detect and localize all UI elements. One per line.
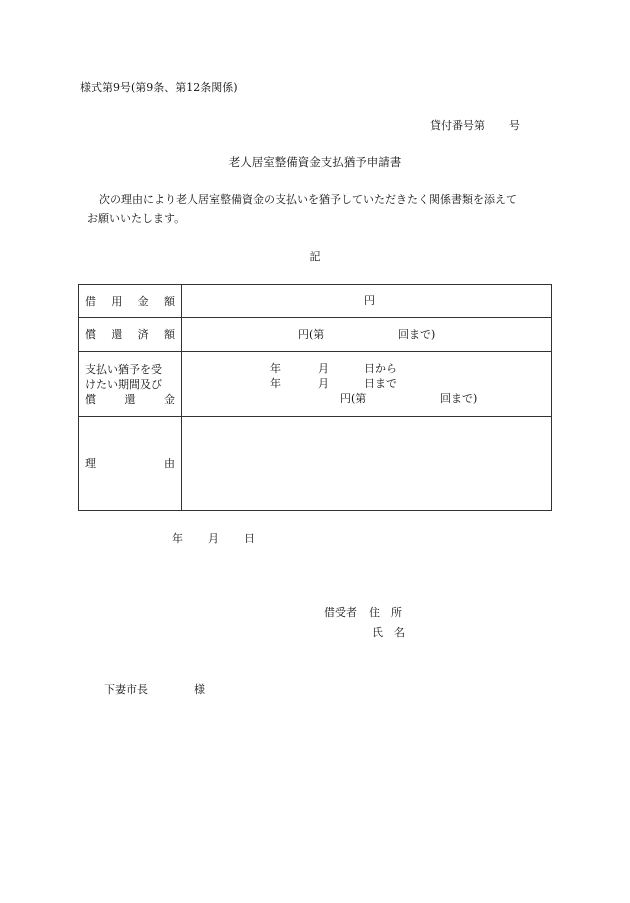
name-char: 氏 [372, 626, 383, 639]
row-loan-amount [79, 285, 552, 318]
document-title: 老人居室整備資金支払猶予申請書 [228, 155, 402, 169]
from-day: 日から [364, 362, 397, 375]
label-loan-amount [79, 285, 182, 318]
label-char: 理 [85, 457, 96, 470]
loan-number-prefix: 貸付番号第 [430, 119, 485, 132]
date-year: 年 [172, 532, 183, 545]
label-deferral-line1: 支払い猶予を受 [85, 362, 162, 376]
label-char: 金 [164, 392, 175, 406]
yen-unit: 円 [364, 294, 375, 307]
loan-number-line [430, 119, 520, 133]
borrower-address-line [324, 606, 402, 620]
row-deferral [79, 352, 552, 417]
label-char: 由 [164, 457, 175, 470]
deferral-yen-dai: 円(第 [340, 392, 367, 405]
repaid-made: 回まで) [398, 328, 436, 341]
label-deferral [79, 352, 182, 417]
borrower-name-line [372, 626, 405, 640]
address-char: 住 [369, 606, 380, 619]
from-month: 月 [318, 362, 329, 375]
intro-line-2: お願いいたします。 [87, 212, 186, 225]
label-char: 償 [85, 328, 96, 341]
label-char: 償 [85, 392, 96, 406]
field-repaid-amount[interactable] [182, 318, 552, 352]
label-char: 済 [137, 328, 149, 341]
recipient-office: 下妻市長 [104, 683, 148, 696]
from-year: 年 [270, 362, 281, 375]
loan-number-suffix: 号 [509, 119, 520, 132]
label-char: 借 [85, 294, 96, 308]
repaid-yen-dai: 円(第 [298, 328, 325, 341]
label-char: 還 [111, 328, 123, 341]
date-month: 月 [208, 532, 219, 545]
label-char: 額 [163, 328, 175, 341]
until-year: 年 [270, 377, 281, 390]
label-repaid-amount [79, 318, 182, 352]
application-table [78, 284, 552, 511]
ki-heading: 記 [309, 250, 321, 263]
label-reason [79, 417, 182, 511]
label-char: 還 [124, 392, 136, 406]
name-char: 名 [394, 626, 405, 639]
row-repaid-amount [79, 318, 552, 352]
field-reason[interactable] [182, 417, 552, 511]
form-number: 様式第9号(第9条、第12条関係) [80, 81, 238, 94]
field-deferral[interactable] [182, 352, 552, 417]
until-month: 月 [318, 377, 329, 390]
intro-line-1: 次の理由により老人居室整備資金の支払いを猶予していただきたく関係書類を添えて [99, 193, 517, 206]
label-char: 用 [111, 294, 123, 308]
label-char: 額 [163, 294, 175, 308]
deferral-made: 回まで) [440, 392, 478, 405]
until-day: 日まで [364, 377, 397, 390]
label-deferral-line2: けたい期間及び [85, 377, 162, 391]
recipient-honorific: 様 [194, 683, 205, 696]
borrower-label: 借受者 [324, 606, 357, 619]
label-deferral-line3 [79, 392, 181, 407]
label-char: 金 [137, 294, 149, 308]
date-day: 日 [244, 532, 255, 545]
recipient-line [104, 683, 205, 697]
address-char: 所 [391, 606, 402, 619]
field-loan-amount[interactable] [182, 285, 552, 318]
row-reason [79, 417, 552, 511]
